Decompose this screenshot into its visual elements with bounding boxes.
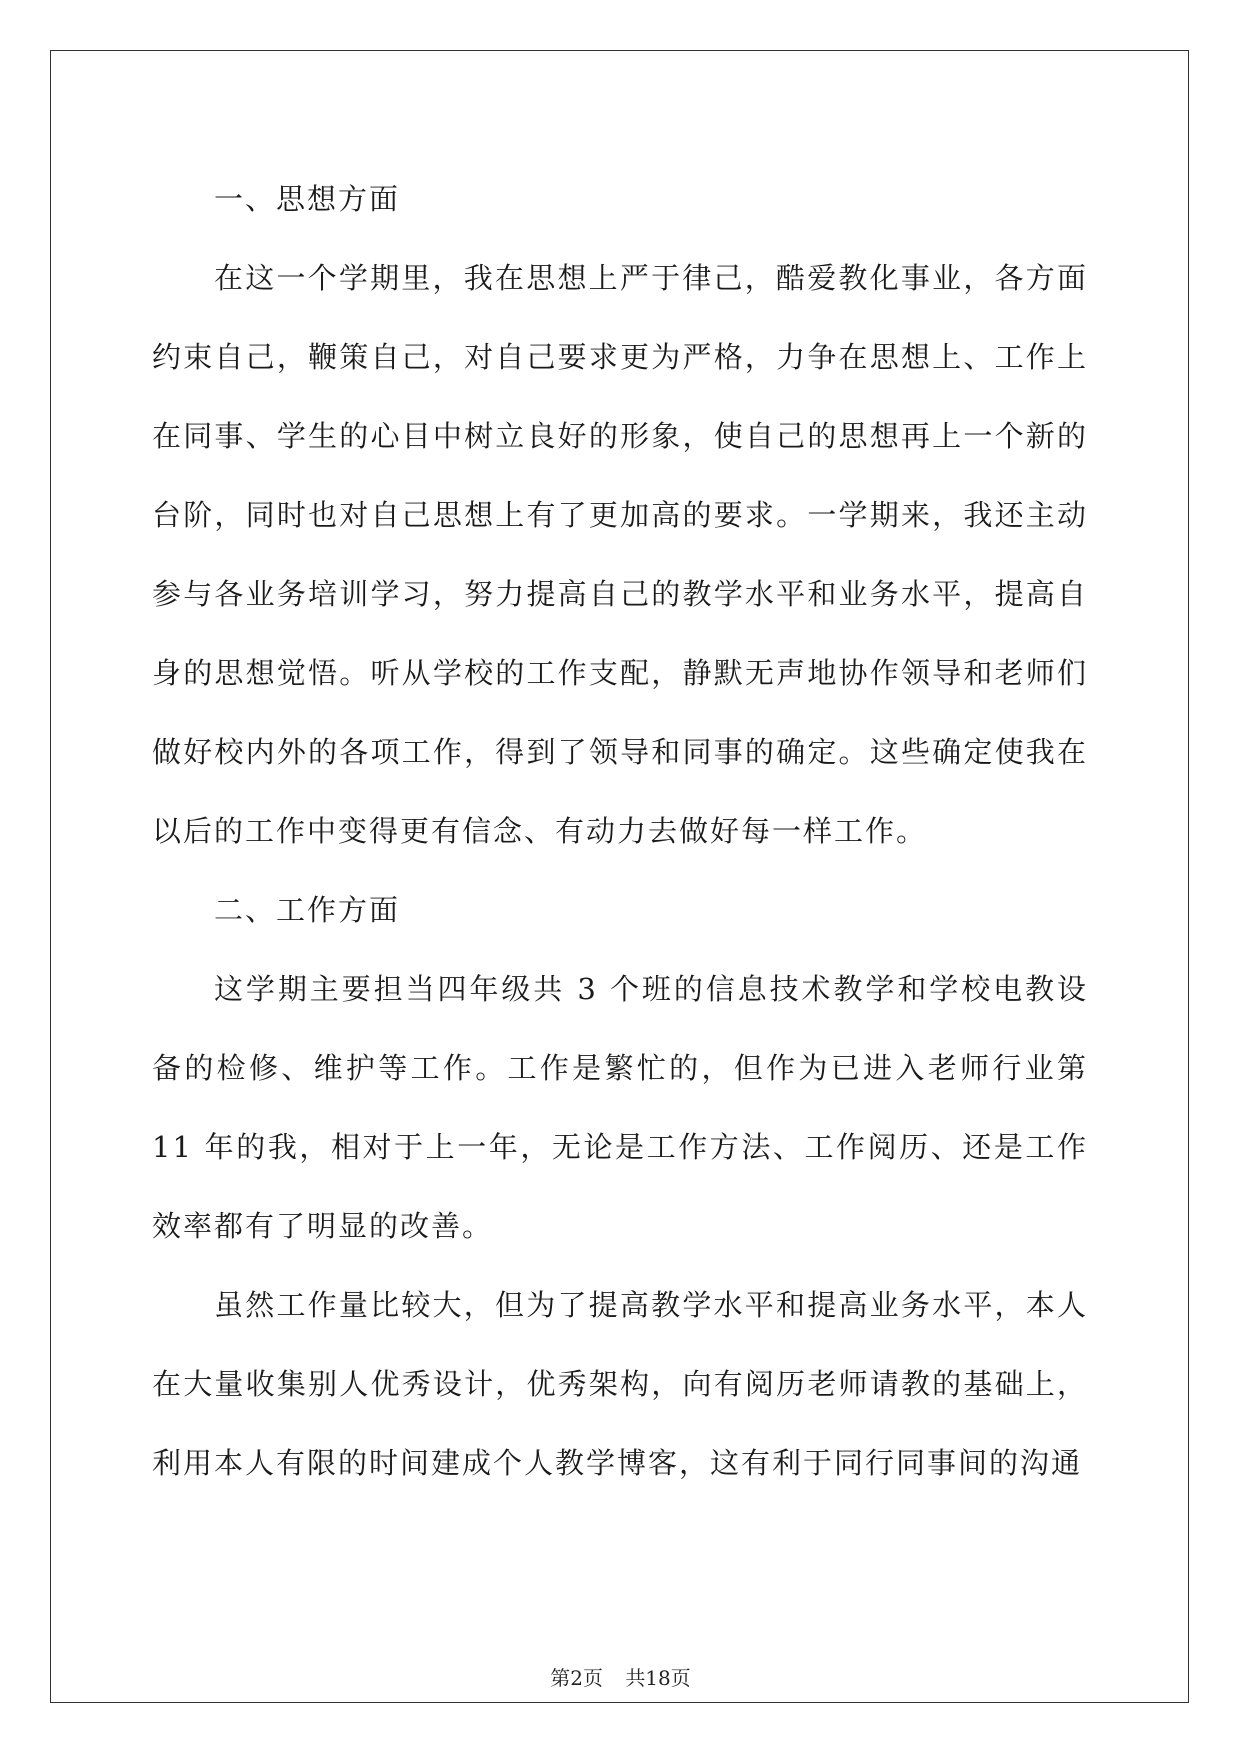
paragraph-thought: 在这一个学期里，我在思想上严于律己，酷爱教化事业，各方面约束自己，鞭策自己，对自己要求更为严格，力争在思想上、工作上在同事、学生的心目中树立良好的形象，使自己的思想再上一个新的台阶，同时也对自己思想上有了更加高的要求。一学期来，我还主动参与各业务培训学习，努力提高自己的教学水平和业务水平，提高自身的思想觉悟。听从学校的工作支配，静默无声地协作领导和老师们做好校内外的各项工作，得到了领导和同事的确定。这些确定使我在以后的工作中变得更有信念、有动力去做好每一样工作。 xyxy=(152,261,1088,848)
page-total: 共18页 xyxy=(625,1666,691,1690)
paragraph-work-2: 虽然工作量比较大，但为了提高教学水平和提高业务水平，本人在大量收集别人优秀设计，优秀架构，向有阅历老师请教的基础上，利用本人有限的时间建成个人教学博客，这有利于同行同事间的沟通 xyxy=(152,1288,1088,1480)
section-heading-work: 二、工作方面 xyxy=(214,893,401,927)
page-footer xyxy=(0,1662,1241,1691)
page-number: 第2页 xyxy=(550,1666,603,1690)
paragraph-work-1: 这学期主要担当四年级共 3 个班的信息技术教学和学校电教设备的检修、维护等工作。工作是繁忙的，但作为已进入老师行业第 11 年的我，相对于上一年，无论是工作方法、工作阅历、还是工作效率都有了明显的改善。 xyxy=(152,972,1088,1243)
document-body xyxy=(152,160,1088,1503)
section-heading-thought: 一、思想方面 xyxy=(214,182,401,216)
